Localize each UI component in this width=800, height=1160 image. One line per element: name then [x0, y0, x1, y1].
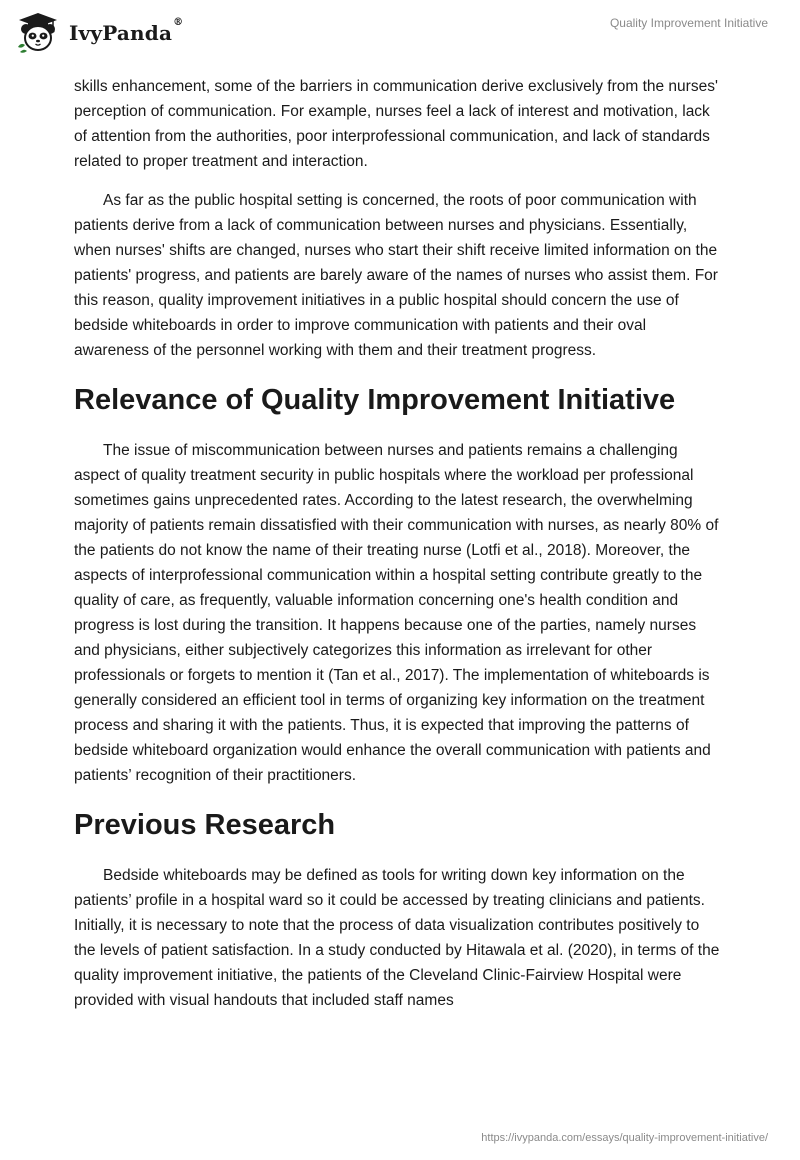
section-heading-previous-research: Previous Research — [74, 809, 336, 841]
brand-logo[interactable] — [15, 9, 183, 55]
paragraph: As far as the public hospital setting is concerned, the roots of poor communication with patients derive from a lack of communication between nurses and physicians. Essentially, when nurses' shifts are changed, nurses who start their shift receive limited information on the patients' progress, and patients are barely aware of the names of nurses who assist them. For this reason, quality improvement initiatives in a public hospital should concern the use of bedside whiteboards in order to improve communication with patients and their oval awareness of the personnel working with them and their treatment progress. — [74, 192, 718, 359]
section-heading-relevance: Relevance of Quality Improvement Initiative — [74, 384, 676, 416]
source-url[interactable]: https://ivypanda.com/essays/quality-improvement-initiative/ — [481, 1132, 768, 1144]
document-title: Quality Improvement Initiative — [609, 16, 768, 30]
paragraph: The issue of miscommunication between nurses and patients remains a challenging aspect of quality treatment security in public hospitals where the workload per professional sometimes gains unprecedented rates. According to the latest research, the overwhelming majority of patients remain dissatisfied with their communication with nurses, as nearly 80% of the patients do not know the name of their treating nurse (Lotfi et al., 2018). Moreover, the aspects of interprofessional communication within a hospital setting contribute greatly to the quality of care, as frequently, valuable information concerning one's health condition and progress is lost during the transition. It happens because one of the parties, namely nurses and physicians, either subjectively categorizes this information as irrelevant for other professionals or forgets to mention it (Tan et al., 2017). The implementation of whiteboards is generally considered an efficient tool in terms of organizing key information on the treatment process and sharing it with the patients. Thus, it is expected that improving the patterns of bedside whiteboard organization would enhance the overall communication with patients and patients’ recognition of their practitioners. — [74, 442, 719, 784]
paragraph: Bedside whiteboards may be defined as tools for writing down key information on the patients’ profile in a hospital ward so it could be accessed by treating clinicians and patients. Initially, it is necessary to note that the process of data visualization contributes positively to the levels of patient satisfaction. In a study conducted by Hitawala et al. (2020), in terms of the quality improvement initiative, the patients of the Cleveland Clinic-Fairview Hospital were provided with visual handouts that included staff names — [74, 867, 720, 1009]
page-header — [0, 0, 800, 72]
brand-name: IvyPanda® — [69, 17, 184, 45]
panda-graduate-icon — [15, 9, 61, 55]
essay-content — [74, 74, 724, 1013]
paragraph: skills enhancement, some of the barriers in communication derive exclusively from the nurses' perception of communication. For example, nurses feel a lack of interest and motivation, lack of attention from the authorities, poor interprofessional communication, and lack of standards related to proper treatment and interaction. — [74, 78, 718, 170]
